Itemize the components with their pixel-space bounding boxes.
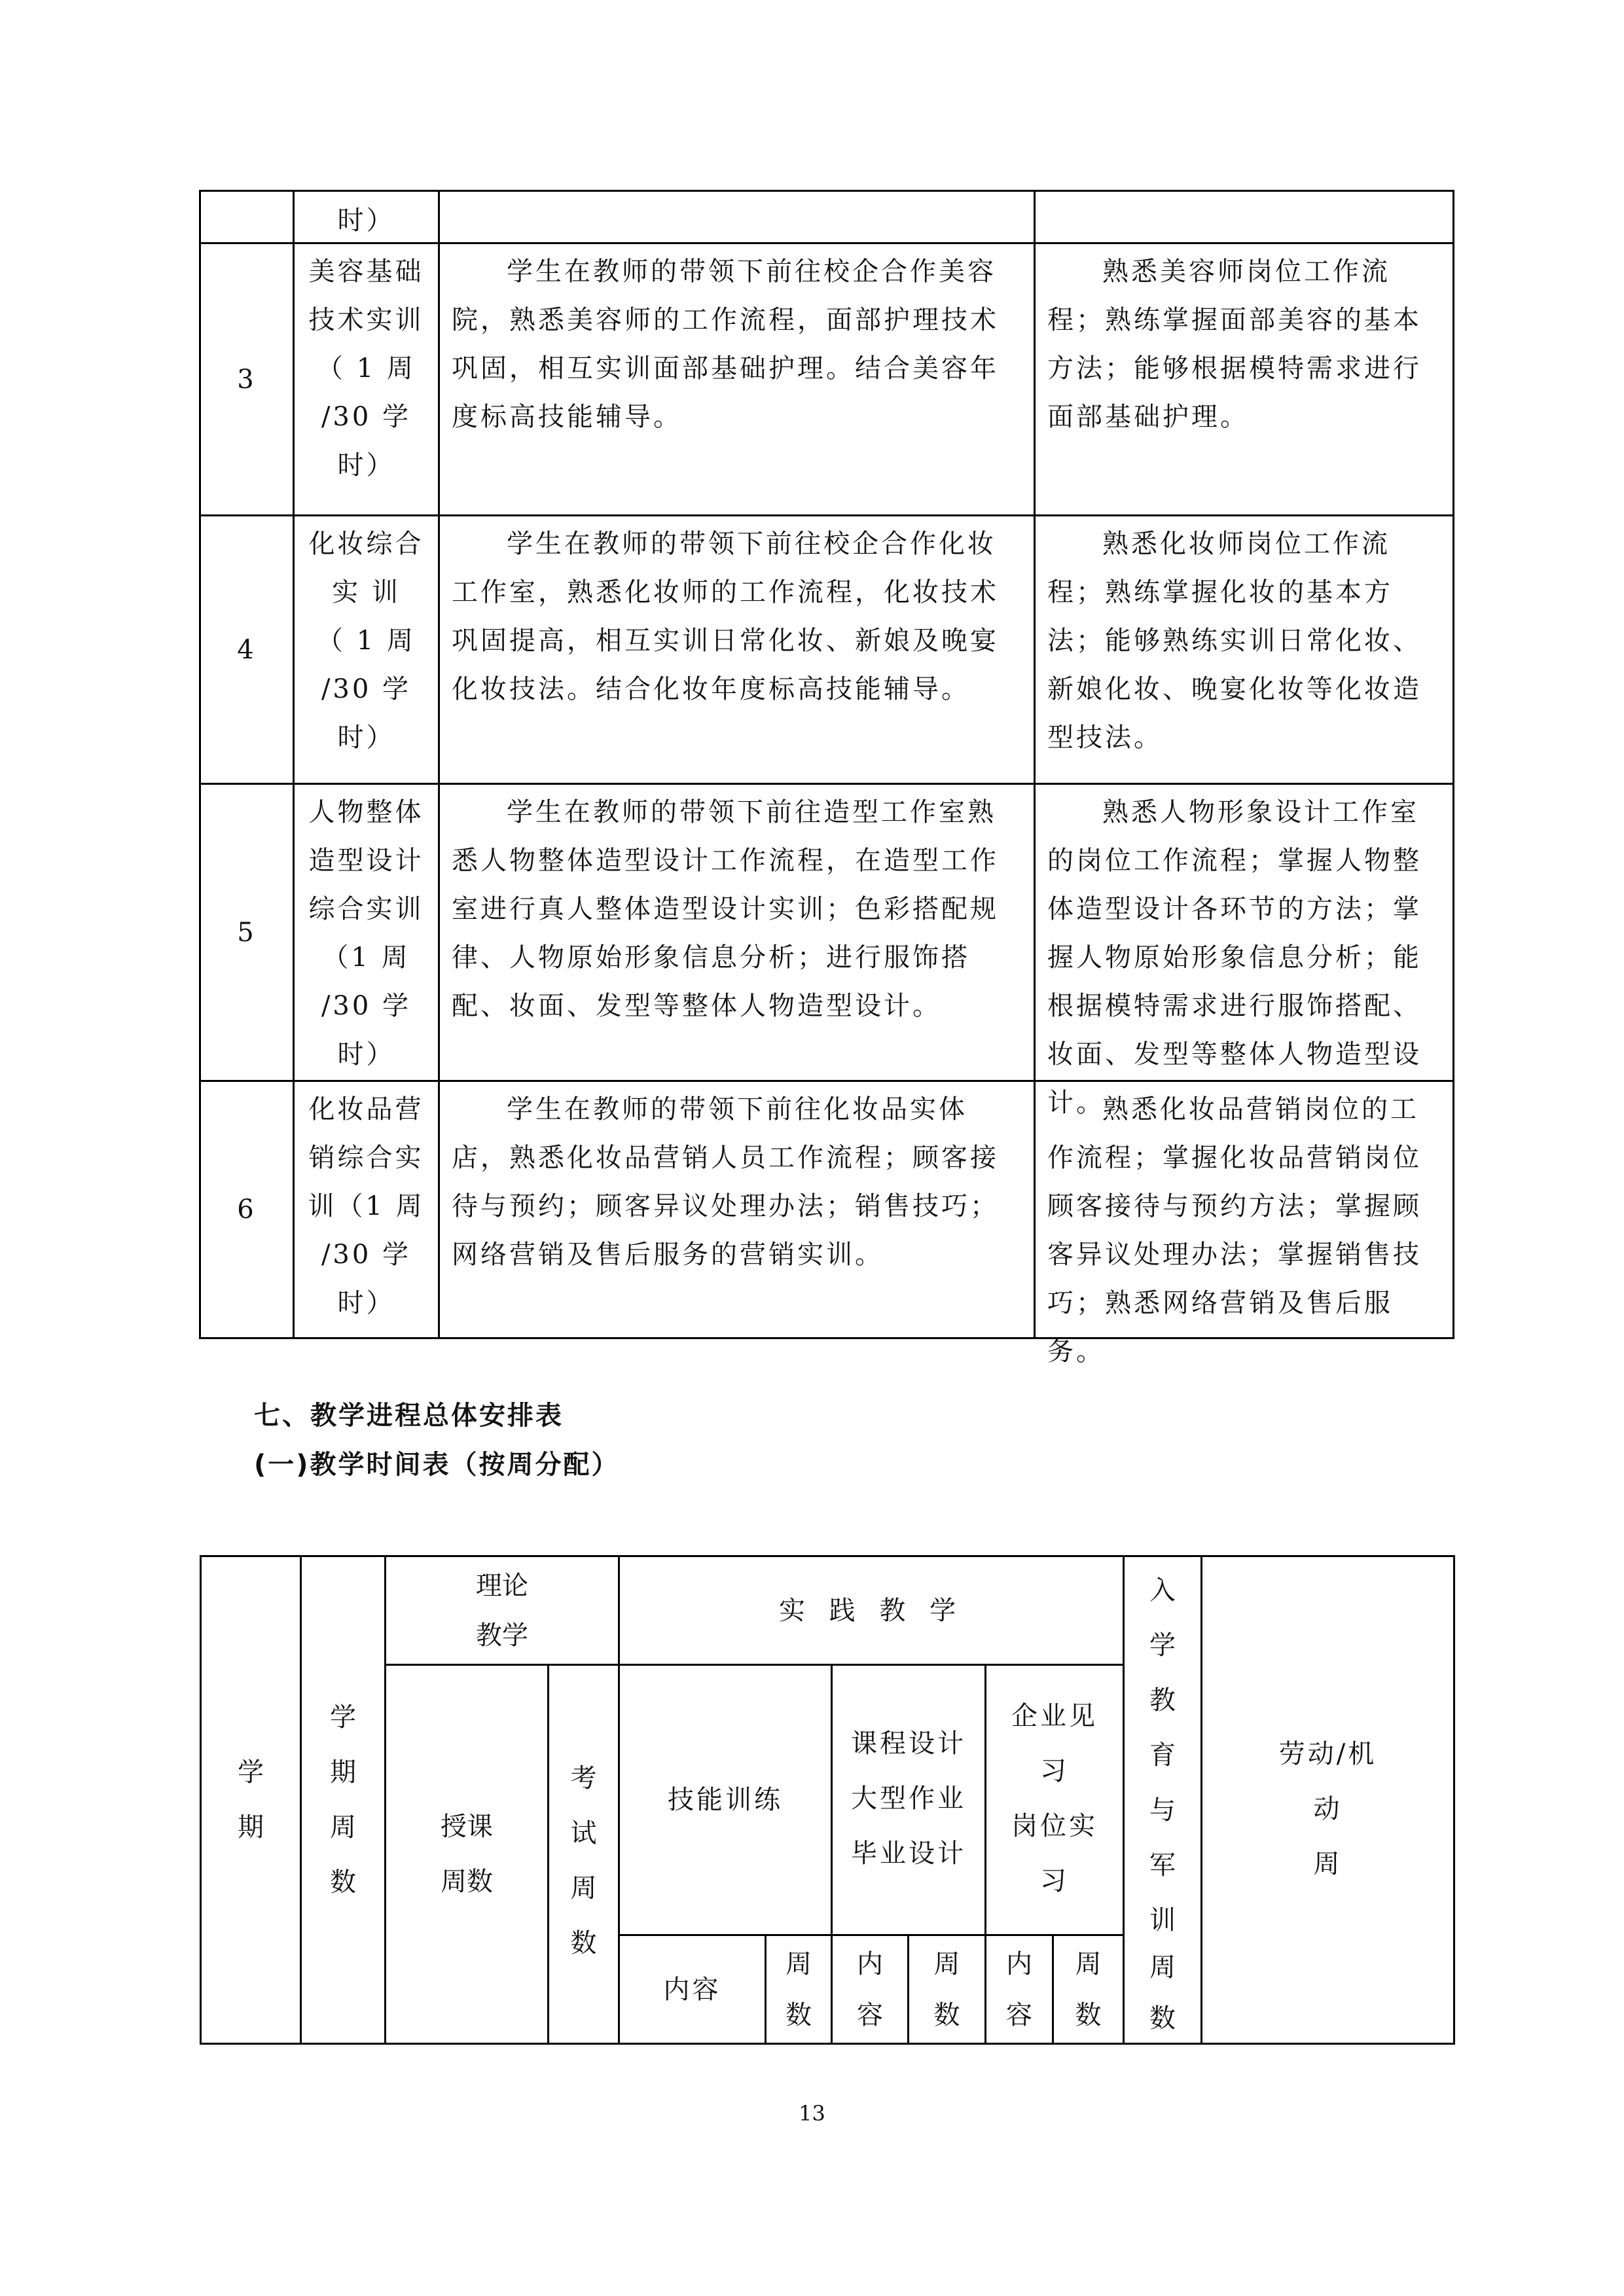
subsection-title: (一)教学时间表（按周分配） <box>254 1450 620 1480</box>
header-exam-weeks: 考试周数 <box>570 1763 597 1958</box>
course-name: 化妆综合 实 训 （ 1 周 /30 学 时） <box>308 529 424 753</box>
training-goal: 熟悉化妆品营销岗位的工作流程；掌握化妆品营销岗位顾客接待与预约方法；掌握顾客异议处理办法；掌握销售技巧；熟悉网络营销及售后服务。 <box>1047 1094 1422 1367</box>
training-content: 学生在教师的带领下前往校企合作化妆工作室，熟悉化妆师的工作流程，化妆技术巩固提高，相互实训日常化妆、新娘及晚宴化妆技法。结合化妆年度标高技能辅导。 <box>452 529 999 704</box>
header-enrollment-military: 入学教育与军训 <box>1149 1575 1176 1935</box>
header-semester-weeks: 学期周数 <box>330 1702 356 1897</box>
header-theory-teaching: 理论教学 <box>476 1570 528 1651</box>
header-enterprise-internship: 企业见 习 岗位实 习 <box>1011 1701 1098 1896</box>
training-content: 学生在教师的带领下前往化妆品实体店，熟悉化妆品营销人员工作流程；顾客接待与预约；顾客异议处理办法；销售技巧；网络营销及售后服务的营销实训。 <box>452 1094 999 1270</box>
page-number: 13 <box>799 2101 825 2126</box>
training-content: 学生在教师的带领下前往造型工作室熟悉人物整体造型设计工作流程，在造型工作室进行真人整体造型设计实训；色彩搭配规律、人物原始形象信息分析；进行服饰搭配、妆面、发型等整体人物造型设计。 <box>452 797 999 1021</box>
header-practice-teaching: 实 践 教 学 <box>778 1595 964 1626</box>
header-weeks-2: 周数 <box>933 1948 960 2030</box>
training-goal: 熟悉人物形象设计工作室的岗位工作流程；掌握人物整体造型设计各环节的方法；掌握人物原始形象信息分析；能根据模特需求进行服饰搭配、妆面、发型等整体人物造型设计。 <box>1047 797 1422 1118</box>
header-course-design: 课程设计 大型作业 毕业设计 <box>851 1729 966 1869</box>
row-number: 4 <box>237 634 257 665</box>
header-weeks-1: 周数 <box>785 1948 812 2030</box>
header-semester: 学期 <box>238 1757 264 1842</box>
header-lecture-weeks: 授课周数 <box>441 1812 493 1897</box>
section-title: 七、教学进程总体安排表 <box>254 1401 564 1431</box>
training-goal: 熟悉美容师岗位工作流程；熟练掌握面部美容的基本方法；能够根据模特需求进行面部基础护理。 <box>1047 257 1422 432</box>
course-name: 美容基础 技术实训 （ 1 周 /30 学 时） <box>308 257 424 480</box>
training-goal: 熟悉化妆师岗位工作流程；熟练掌握化妆的基本方法；能够熟练实训日常化妆、新娘化妆、晚宴化妆等化妆造型技法。 <box>1047 529 1422 753</box>
header-enrollment-weeks: 周数 <box>1149 1952 1176 2034</box>
header-labor-flexible: 劳动/机 动 周 <box>1278 1739 1377 1879</box>
course-name: 人物整体 造型设计 综合实训 （1 周 /30 学 时） <box>308 797 424 1069</box>
header-content-3: 内容 <box>1006 1948 1032 2030</box>
header-weeks-3: 周数 <box>1075 1948 1102 2030</box>
row-number: 3 <box>237 364 257 395</box>
row-number: 6 <box>237 1194 257 1225</box>
row-number: 5 <box>237 917 257 948</box>
header-content-2: 内容 <box>857 1948 883 2030</box>
course-name-fragment: 时） <box>337 206 395 236</box>
header-skill-training: 技能训练 <box>668 1785 783 1815</box>
training-content: 学生在教师的带领下前往校企合作美容院，熟悉美容师的工作流程，面部护理技术巩固，相互实训面部基础护理。结合美容年度标高技能辅导。 <box>452 257 999 432</box>
course-name: 化妆品营 销综合实 训（1 周 /30 学 时） <box>308 1094 425 1318</box>
header-content-1: 内容 <box>663 1974 721 2005</box>
